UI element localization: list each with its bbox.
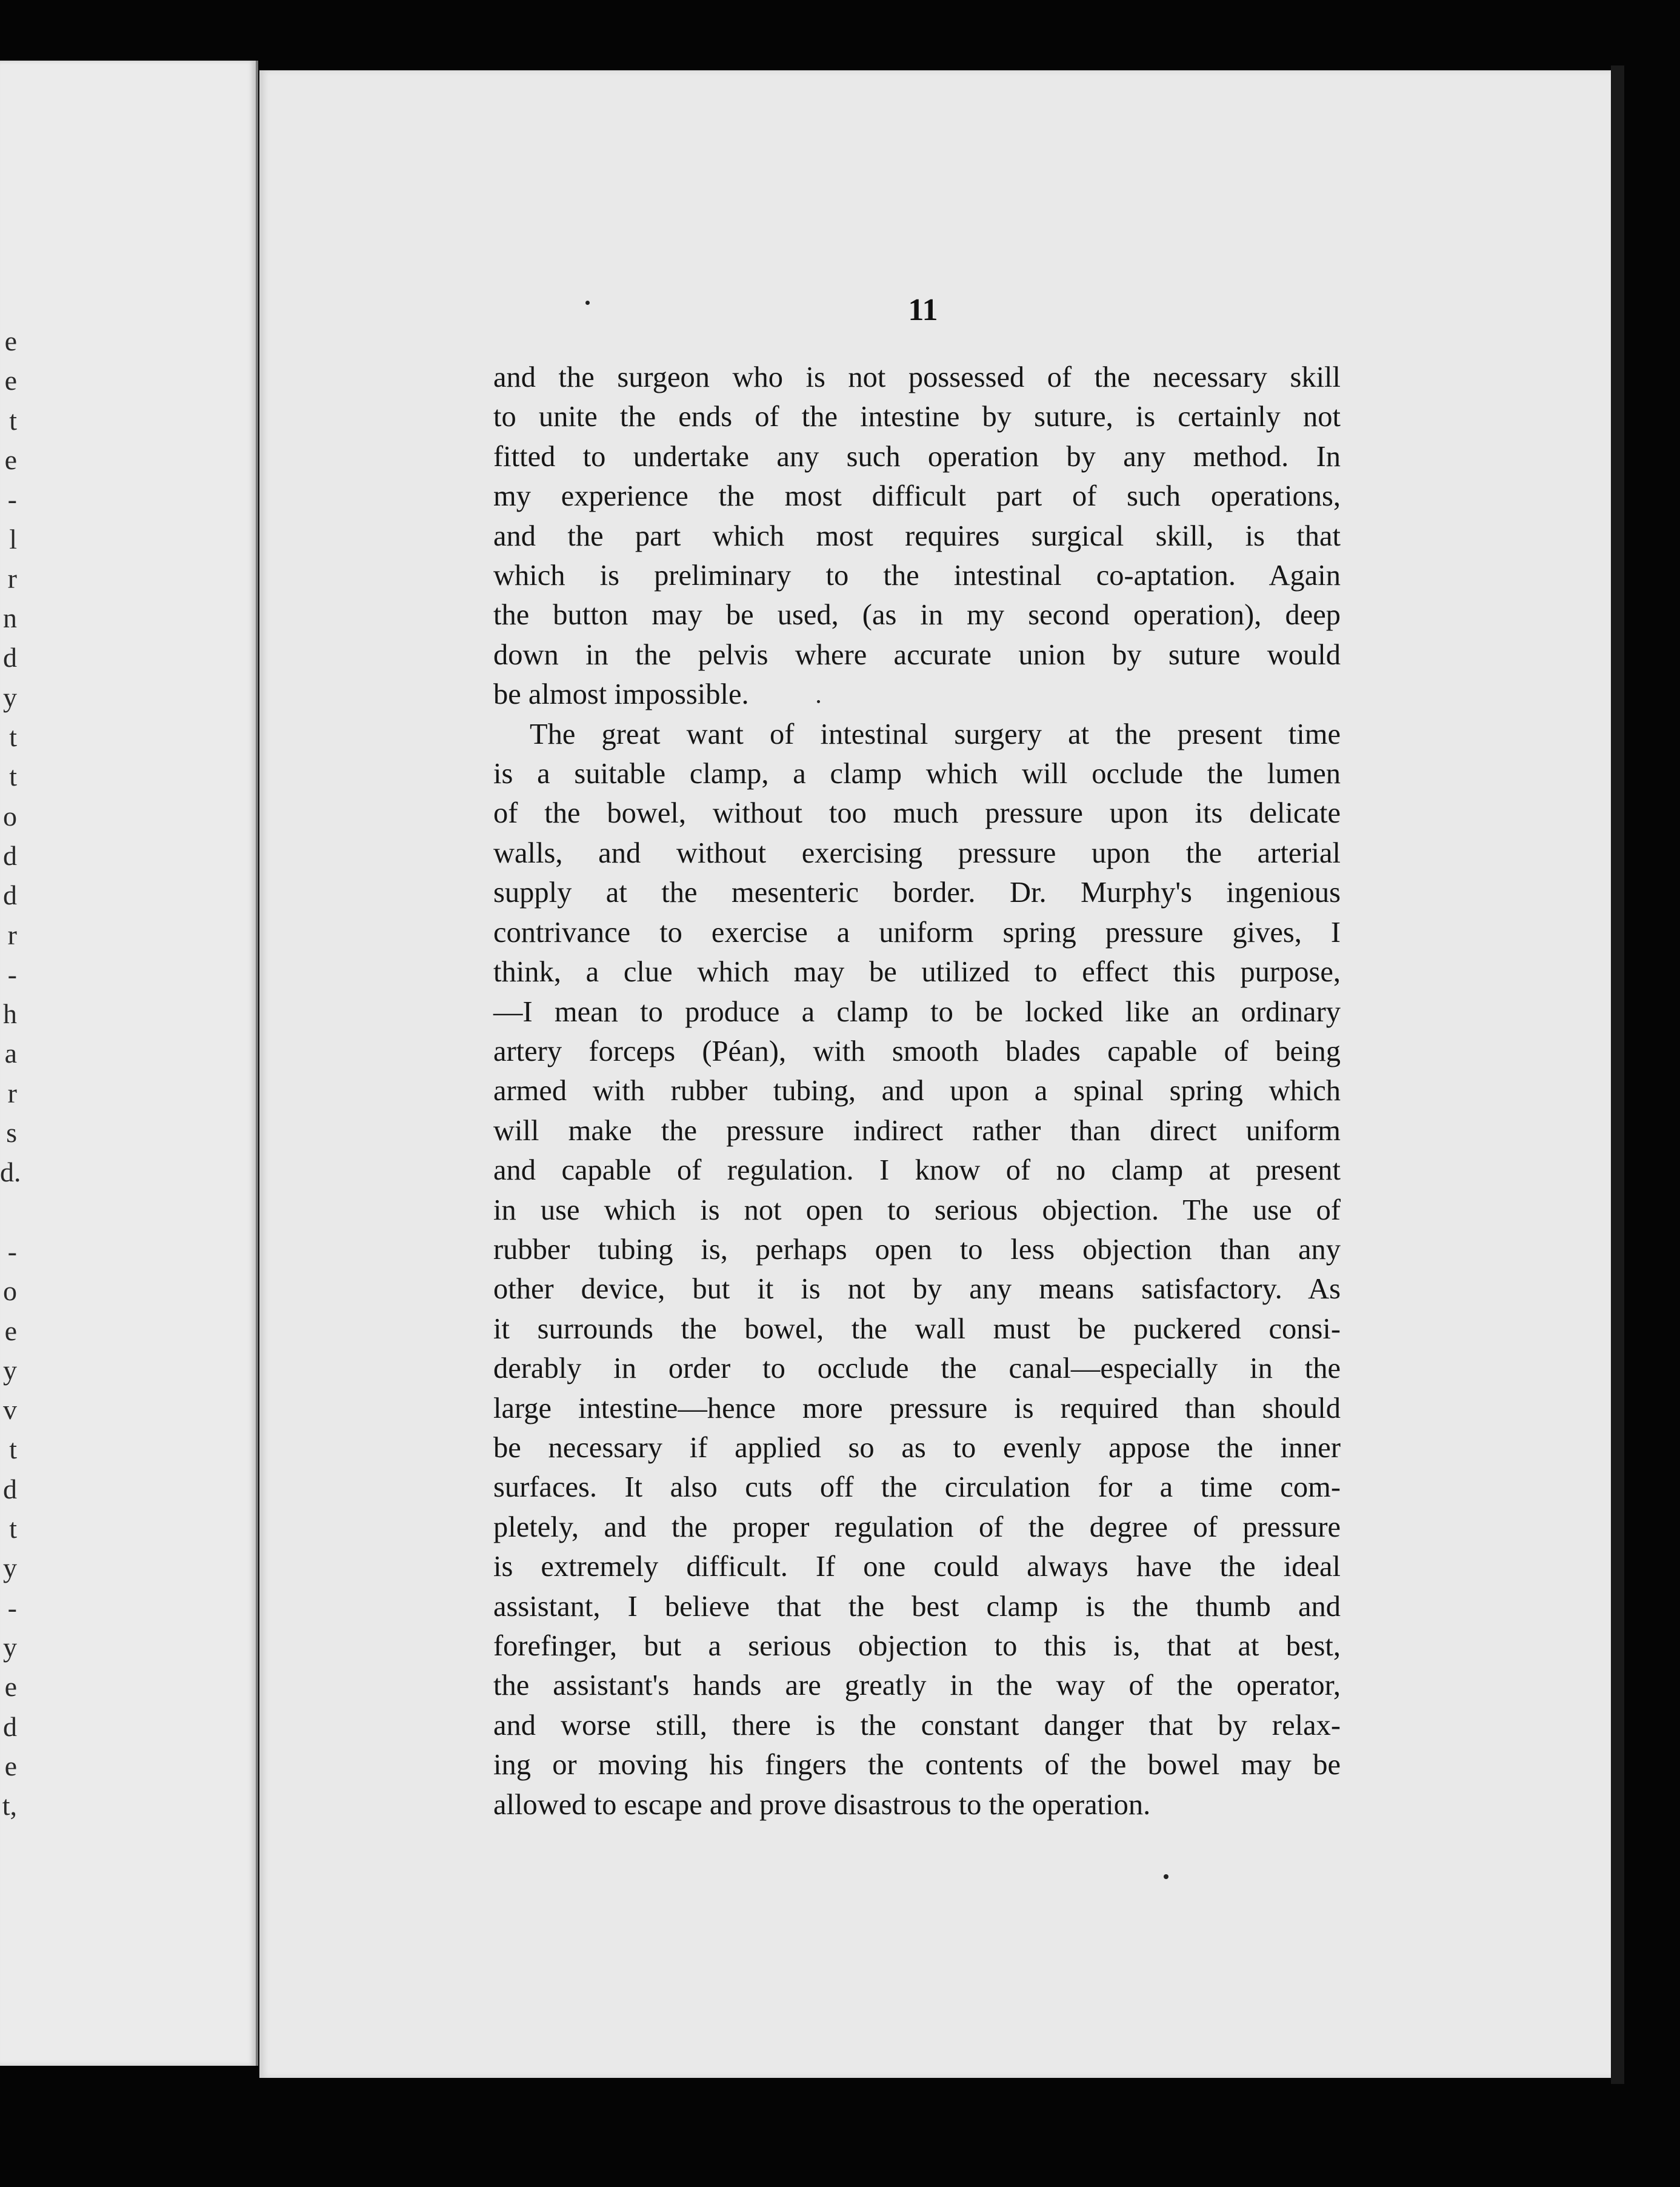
body-text — [493, 358, 1341, 1825]
edge-letter: o — [3, 800, 17, 832]
text-line: the assistant's hands are greatly in the way of the operator, — [493, 1669, 1341, 1702]
text-line: is a suitable clamp, a clamp which will occlude the lumen — [493, 758, 1341, 790]
edge-letter: t — [9, 761, 17, 792]
edge-letter: - — [7, 1592, 17, 1623]
edge-letter: v — [3, 1394, 17, 1426]
edge-letter: e — [4, 444, 17, 475]
text-line: contrivance to exercise a uniform spring pressure gives, I — [493, 916, 1341, 949]
text-line: which is preliminary to the intestinal co-aptation. Again — [493, 559, 1341, 592]
text-line: my experience the most difficult part of such operations, — [493, 480, 1341, 513]
edge-letter: t — [9, 404, 17, 436]
edge-letter: t — [9, 1513, 17, 1544]
text-line: other device, but it is not by any means satisfactory. As — [493, 1273, 1341, 1306]
edge-letter: a — [4, 1038, 17, 1069]
ink-speck — [1164, 1874, 1168, 1879]
text-line: forefinger, but a serious objection to this is, that at best, — [493, 1630, 1341, 1662]
edge-letter: y — [3, 1354, 17, 1386]
text-line: The great want of intestinal surgery at the present time — [530, 718, 1341, 750]
edge-letter: d — [3, 1711, 17, 1742]
text-line: pletely, and the proper regulation of the degree of pressure — [493, 1511, 1341, 1543]
text-line: and worse still, there is the constant danger that by relax- — [493, 1709, 1341, 1741]
edge-letter: d — [3, 880, 17, 911]
text-line: be necessary if applied so as to evenly appose the inner — [493, 1431, 1341, 1464]
edge-letter: r — [7, 1077, 17, 1109]
edge-letter: t — [9, 721, 17, 752]
text-line: be almost impossible. — [493, 678, 749, 711]
edge-letter: e — [4, 365, 17, 396]
text-line: supply at the mesenteric border. Dr. Murphy's ingenious — [493, 876, 1341, 909]
text-line: large intestine—hence more pressure is required than should — [493, 1392, 1341, 1424]
edge-letter: - — [7, 958, 17, 990]
edge-letter: e — [4, 1671, 17, 1703]
edge-letter: d — [3, 642, 17, 673]
edge-letter: e — [4, 326, 17, 356]
ink-speck — [585, 301, 590, 305]
text-line: it surrounds the bowel, the wall must be puckered consi- — [493, 1312, 1341, 1345]
edge-letter: h — [3, 998, 17, 1030]
edge-letter: o — [3, 1275, 17, 1307]
page-edge-shadow — [1611, 65, 1624, 2084]
edge-letter: e — [4, 1750, 17, 1781]
edge-letter: d. — [0, 1157, 21, 1188]
edge-letter: r — [7, 919, 17, 950]
edge-letter: y — [3, 1552, 17, 1584]
edge-letter: t — [9, 1434, 17, 1465]
edge-letter: s — [6, 1117, 17, 1148]
edge-letter: n — [3, 603, 17, 634]
previous-page-edge — [0, 61, 258, 2066]
text-line: surfaces. It also cuts off the circulation for a time com- — [493, 1471, 1341, 1504]
page-number: 11 — [908, 293, 938, 327]
text-line: down in the pelvis where accurate union by suture would — [493, 638, 1341, 671]
text-line: fitted to undertake any such operation by any method. In — [493, 440, 1341, 473]
text-line: assistant, I believe that the best clamp is the thumb and — [493, 1590, 1341, 1623]
text-line: think, a clue which may be utilized to effect this purpose, — [493, 956, 1341, 989]
text-line: to unite the ends of the intestine by suture, is certainly not — [493, 401, 1341, 433]
edge-letter: l — [9, 523, 17, 555]
edge-letter: - — [7, 1235, 17, 1267]
text-line: rubber tubing is, perhaps open to less objection than any — [493, 1233, 1341, 1266]
text-line: and capable of regulation. I know of no clamp at present — [493, 1154, 1341, 1187]
edge-letter: r — [7, 563, 17, 594]
text-line: allowed to escape and prove disastrous to the operation. — [493, 1788, 1151, 1821]
text-line: of the bowel, without too much pressure upon its delicate — [493, 797, 1341, 830]
text-line: —I mean to produce a clamp to be locked like an ordinary — [493, 995, 1341, 1028]
text-line: in use which is not open to serious objection. The use of — [493, 1194, 1341, 1226]
edge-letter: d — [3, 1473, 17, 1504]
edge-letter: e — [4, 1315, 17, 1346]
text-line: the button may be used, (as in my second operation), deep — [493, 599, 1341, 632]
text-line: and the surgeon who is not possessed of the necessary skill — [493, 361, 1341, 393]
edge-letter: - — [7, 484, 17, 515]
text-line: artery forceps (Péan), with smooth blades capable of being — [493, 1035, 1341, 1067]
ink-speck — [817, 700, 820, 703]
text-line: ing or moving his fingers the contents of the bowel may be — [493, 1749, 1341, 1781]
edge-letter: d — [3, 840, 17, 871]
paragraph — [493, 715, 1341, 1825]
text-line: is extremely difficult. If one could always have the ideal — [493, 1551, 1341, 1583]
text-line: armed with rubber tubing, and upon a spinal spring which — [493, 1075, 1341, 1107]
text-line: derably in order to occlude the canal—especially in the — [493, 1352, 1341, 1385]
edge-letter: t, — [2, 1790, 17, 1821]
text-line: and the part which most requires surgical skill, is that — [493, 519, 1341, 552]
text-line: will make the pressure indirect rather than direct uniform — [493, 1114, 1341, 1147]
paragraph — [493, 358, 1341, 715]
edge-letter: y — [3, 1631, 17, 1663]
text-line: walls, and without exercising pressure upon the arterial — [493, 836, 1341, 869]
edge-letter: y — [3, 681, 17, 713]
